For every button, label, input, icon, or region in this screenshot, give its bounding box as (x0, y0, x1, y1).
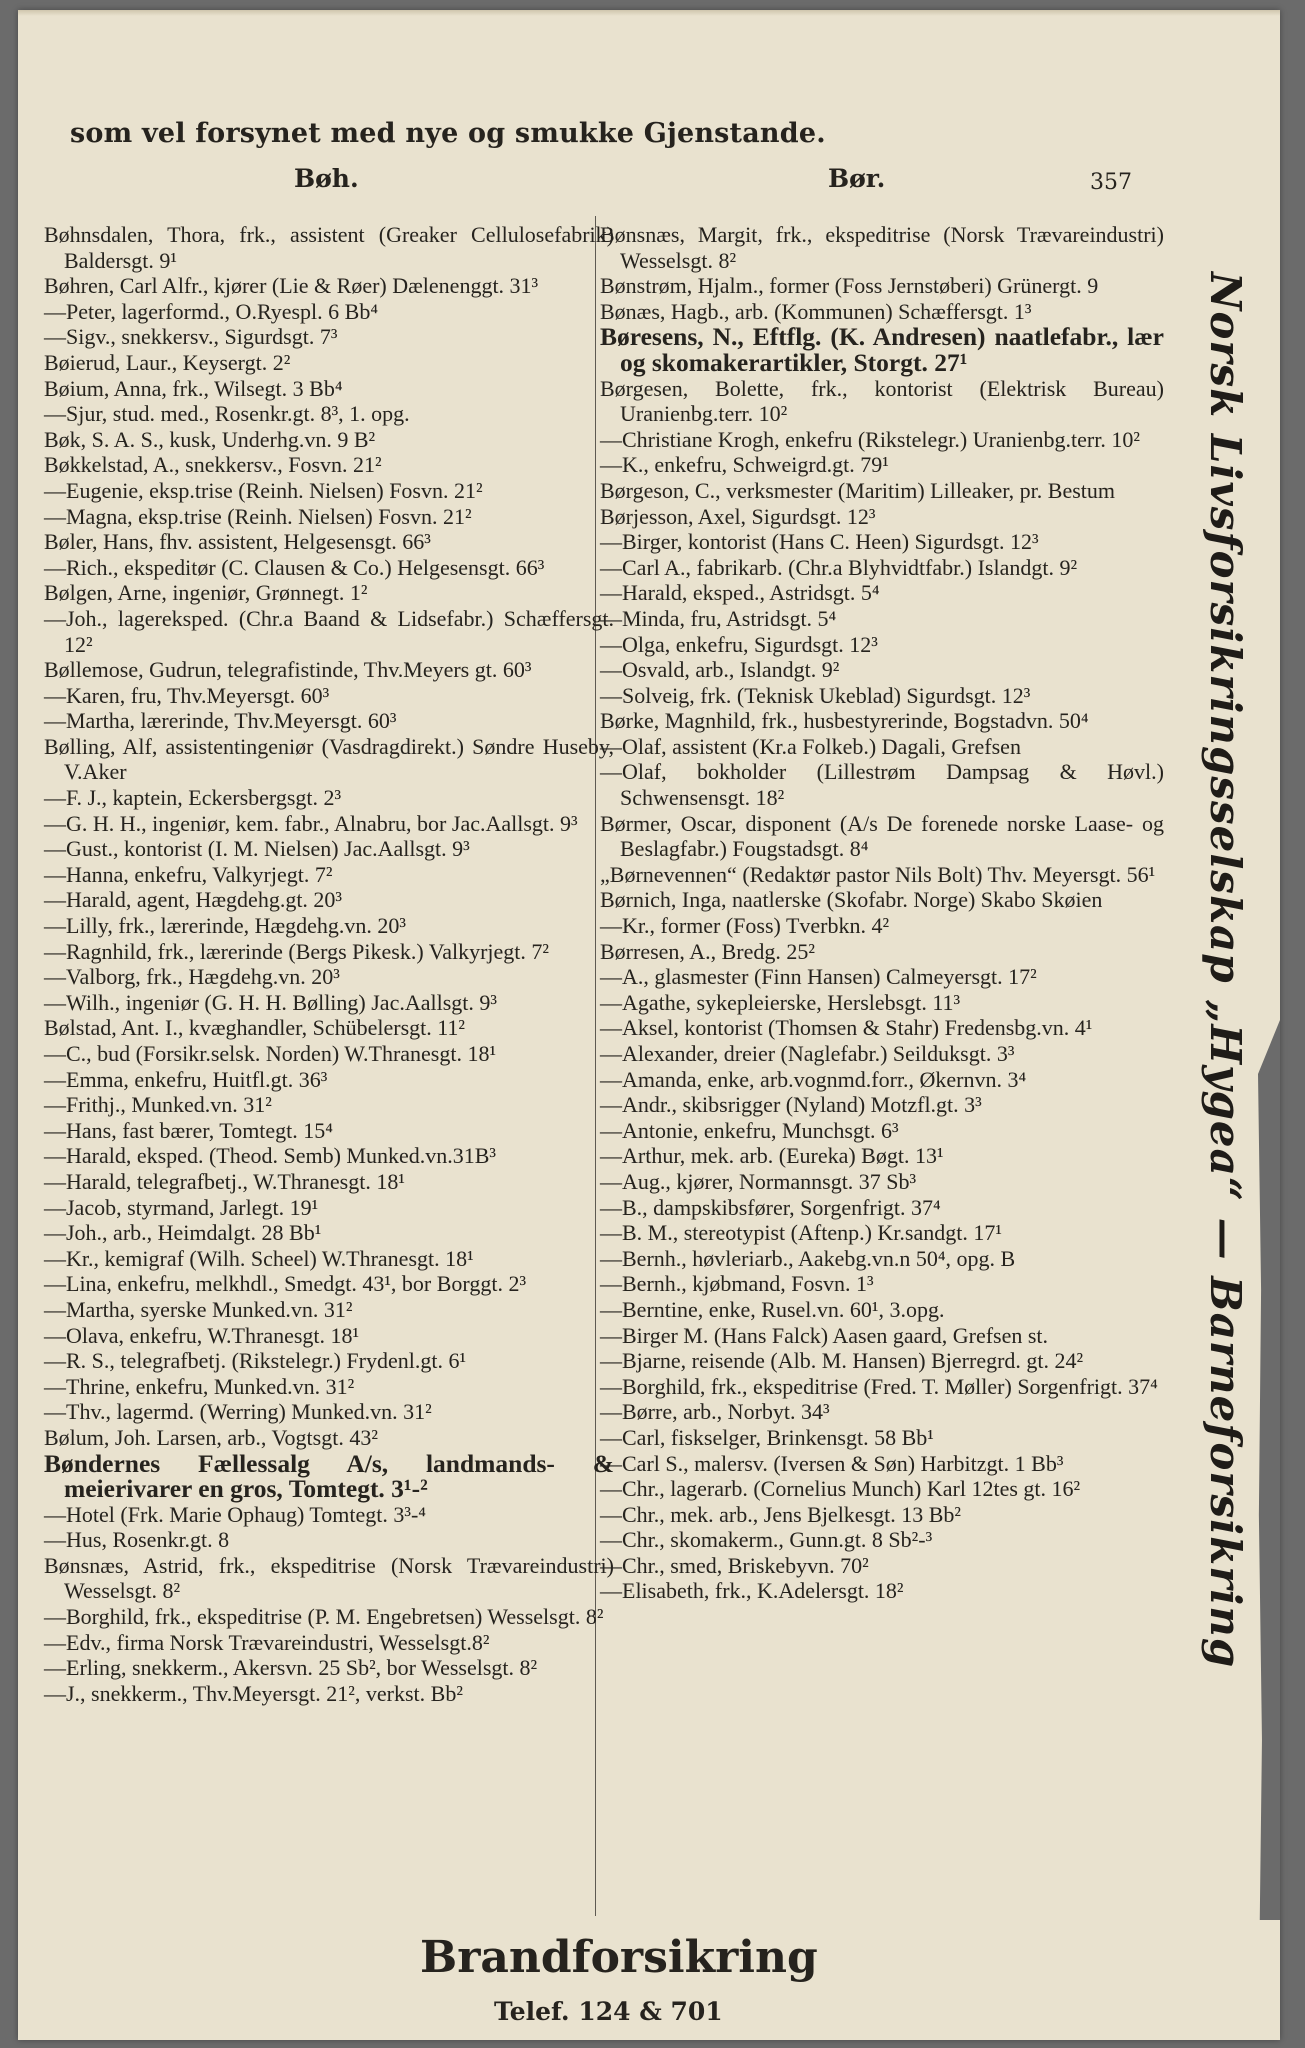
directory-entry: Bøk, S. A. S., kusk, Underhg.vn. 9 B² (44, 426, 376, 452)
directory-entry: —Borghild, frk., ekspeditrise (Fred. T. Møller) Sorgenfrigt. 37⁴ (600, 1373, 1158, 1399)
directory-entry: —Kr., former (Foss) Tverbkn. 4² (600, 913, 890, 939)
directory-entry: —Birger, kontorist (Hans C. Heen) Sigurdsgt. 12³ (600, 529, 1039, 555)
directory-entry: —R. S., telegrafbetj. (Rikstelegr.) Frydenl.gt. 6¹ (44, 1348, 467, 1374)
directory-entry: Bønsnæs, Astrid, frk., ekspeditrise (Norsk Trævareindustri) Wesselsgt. 8² (44, 1552, 614, 1604)
directory-entry: —F. J., kaptein, Eckersbergsgt. 2³ (44, 785, 342, 811)
directory-entry: Børke, Magnhild, frk., husbestyrerinde, Bogstadvn. 50⁴ (600, 708, 1089, 734)
directory-entry: —Sjur, stud. med., Rosenkr.gt. 8³, 1. opg. (44, 401, 410, 427)
directory-entry: —Emma, enkefru, Huitfl.gt. 36³ (44, 1066, 328, 1092)
directory-entry: —Andr., skibsrigger (Nyland) Motzfl.gt. 3³ (600, 1092, 982, 1118)
page-number: 357 (1090, 170, 1132, 195)
directory-entry: —Minda, fru, Astridsgt. 5⁴ (600, 605, 837, 631)
right-column-entries (600, 222, 1164, 1604)
directory-entry: —Aksel, kontorist (Thomsen & Stahr) Fredensbg.vn. 4¹ (600, 1015, 1093, 1041)
directory-entry: —K., enkefru, Schweigrd.gt. 79¹ (600, 452, 889, 478)
directory-entry: —Berntine, enke, Rusel.vn. 60¹, 3.opg. (600, 1296, 945, 1322)
directory-entry: —Olaf, assistent (Kr.a Folkeb.) Dagali, Grefsen (600, 733, 1021, 759)
directory-entry: —Agathe, sykepleierske, Herslebsgt. 11³ (600, 989, 961, 1015)
directory-entry: —Eugenie, eksp.trise (Reinh. Nielsen) Fosvn. 21² (44, 477, 483, 503)
directory-entry: Bøkkelstad, A., snekkersv., Fosvn. 21² (44, 452, 382, 478)
directory-entry: Børgesen, Bolette, frk., kontorist (Elektrisk Bureau) Uranienbg.terr. 10² (600, 375, 1164, 427)
page-edge (18, 10, 1280, 16)
directory-entry: —C., bud (Forsikr.selsk. Norden) W.Thranesgt. 18¹ (44, 1041, 497, 1066)
directory-entry: —Hans, fast bærer, Tomtegt. 15⁴ (44, 1117, 333, 1143)
directory-entry: —Bernh., høvleriarb., Aakebg.vn.n 50⁴, opg. B (600, 1245, 1016, 1271)
directory-entry: —A., glasmester (Finn Hansen) Calmeyersgt. 17² (600, 964, 1037, 990)
directory-entry: —Magna, eksp.trise (Reinh. Nielsen) Fosvn. 21² (44, 503, 472, 529)
directory-entry: Bølling, Alf, assistentingeniør (Vasdragdirekt.) Søndre Huseby, V.Aker (44, 733, 614, 785)
directory-entry: Bølstad, Ant. I., kvæghandler, Schübelersgt. 11² (44, 1015, 466, 1041)
directory-entry: Børmer, Oscar, disponent (A/s De forenede norske Laase- og Beslagfabr.) Fougstadsgt. 8⁴ (600, 810, 1164, 862)
directory-entry: —Olaf, bokholder (Lillestrøm Dampsag & Høvl.) Schwensensgt. 18² (600, 759, 1164, 811)
directory-entry: Bøllemose, Gudrun, telegrafistinde, Thv.Meyers gt. 60³ (44, 657, 532, 683)
directory-entry: —Sigv., snekkersv., Sigurdsgt. 7³ (44, 324, 338, 350)
directory-entry: „Børnevennen“ (Redaktør pastor Nils Bolt) Thv. Meyersgt. 56¹ (600, 861, 1156, 887)
directory-entry: —Harald, telegrafbetj., W.Thranesgt. 18¹ (44, 1168, 405, 1194)
directory-entry: —Gust., kontorist (I. M. Nielsen) Jac.Aallsgt. 9³ (44, 836, 470, 862)
directory-entry: —Alexander, dreier (Naglefabr.) Seilduksgt. 3³ (600, 1041, 1015, 1066)
directory-entry: —Peter, lagerformd., O.Ryespl. 6 Bb⁴ (44, 298, 379, 324)
directory-entry: Bønsnæs, Margit, frk., ekspeditrise (Norsk Trævareindustri) Wesselsgt. 8² (600, 222, 1164, 273)
directory-entry: —Carl A., fabrikarb. (Chr.a Blyhvidtfabr.) Islandgt. 9² (600, 554, 1078, 580)
directory-entry: Børnich, Inga, naatlerske (Skofabr. Norge) Skabo Skøien (600, 887, 1103, 913)
directory-entry: —Lina, enkefru, melkhdl., Smedgt. 43¹, bor Borggt. 2³ (44, 1271, 527, 1297)
directory-entry: —Hotel (Frk. Marie Ophaug) Tomtegt. 3³-⁴ (44, 1501, 426, 1527)
directory-entry: —Wilh., ingeniør (G. H. H. Bølling) Jac.Aallsgt. 9³ (44, 989, 497, 1015)
directory-entry: —Olava, enkefru, W.Thranesgt. 18¹ (44, 1322, 360, 1348)
directory-entry: Bølum, Joh. Larsen, arb., Vogtsgt. 43² (44, 1424, 378, 1450)
directory-entry: —Antonie, enkefru, Munchsgt. 6³ (600, 1117, 899, 1143)
directory-entry: Bøhnsdalen, Thora, frk., assistent (Greaker Cellulosefabrik) Baldersgt. 9¹ (44, 222, 614, 273)
directory-entry: Bøierud, Laur., Keysergt. 2² (44, 349, 291, 375)
directory-entry: Bøndernes Fællessalg A/s, landmands- & meierivarer en gros, Tomtegt. 3¹-² (44, 1448, 614, 1504)
directory-entry: —Chr., lagerarb. (Cornelius Munch) Karl 12tes gt. 16² (600, 1476, 1081, 1502)
directory-entry: —Joh., lagereksped. (Chr.a Baand & Lidsefabr.) Schæffersgt. 12² (44, 605, 614, 657)
directory-entry: —Hanna, enkefru, Valkyrjegt. 7² (44, 861, 333, 887)
directory-entry: —Børre, arb., Norbyt. 34³ (600, 1399, 830, 1425)
directory-entry: —Aug., kjører, Normannsgt. 37 Sb³ (600, 1168, 917, 1194)
directory-entry: —Lilly, frk., lærerinde, Hægdehg.vn. 20³ (44, 913, 407, 939)
directory-entry: —Jacob, styrmand, Jarlegt. 19¹ (44, 1194, 319, 1220)
directory-entry: —Bernh., kjøbmand, Fosvn. 1³ (600, 1271, 874, 1297)
top-advertisement: som vel forsynet med nye og smukke Gjenstande. (70, 118, 826, 149)
directory-entry: —Elisabeth, frk., K.Adelersgt. 18² (600, 1578, 904, 1604)
directory-entry: Børgeson, C., verksmester (Maritim) Lilleaker, pr. Bestum (600, 477, 1116, 503)
directory-entry: —Chr., skomakerm., Gunn.gt. 8 Sb²-³ (600, 1527, 933, 1553)
directory-entry: —Harald, agent, Hægdehg.gt. 20³ (44, 887, 343, 913)
directory-entry: Bøium, Anna, frk., Wilsegt. 3 Bb⁴ (44, 375, 343, 401)
directory-entry: —Ragnhild, frk., lærerinde (Bergs Pikesk.) Valkyrjegt. 7² (44, 938, 549, 964)
footer-advertisement-title: Brandforsikring (420, 1932, 818, 1983)
directory-entry: —Valborg, frk., Hægdehg.vn. 20³ (44, 964, 340, 990)
directory-entry: —Rich., ekspeditør (C. Clausen & Co.) Helgesensgt. 66³ (44, 554, 545, 580)
directory-entry: Bølgen, Arne, ingeniør, Grønnegt. 1² (44, 580, 368, 606)
footer-telephone: Telef. 124 & 701 (494, 1997, 723, 2026)
directory-entry: —Amanda, enke, arb.vognmd.forr., Økernvn. 3⁴ (600, 1066, 1027, 1092)
directory-entry: —Frithj., Munked.vn. 31² (44, 1092, 272, 1118)
directory-entry: —Osvald, arb., Islandgt. 9² (600, 657, 840, 683)
directory-entry: —Karen, fru, Thv.Meyersgt. 60³ (44, 682, 330, 708)
directory-entry: —B., dampskibsfører, Sorgenfrigt. 37⁴ (600, 1194, 941, 1220)
directory-page (18, 10, 1280, 2040)
right-column-header: Bør. (828, 164, 886, 193)
directory-entry: —Thrine, enkefru, Munked.vn. 31² (44, 1373, 355, 1399)
directory-entry: Børesens, N., Eftflg. (K. Andresen) naatlefabr., lær og skomakerartikler, Storgt. 27¹ (600, 322, 1164, 377)
directory-entry: Børjesson, Axel, Sigurdsgt. 12³ (600, 503, 876, 529)
directory-entry: —Arthur, mek. arb. (Eureka) Bøgt. 13¹ (600, 1143, 944, 1169)
directory-entry: —Olga, enkefru, Sigurdsgt. 12³ (600, 631, 878, 657)
directory-entry: —G. H. H., ingeniør, kem. fabr., Alnabru, bor Jac.Aallsgt. 9³ (44, 810, 578, 836)
directory-entry: —Chr., mek. arb., Jens Bjelkesgt. 13 Bb² (600, 1501, 962, 1527)
directory-entry: —Solveig, frk. (Teknisk Ukeblad) Sigurdsgt. 12³ (600, 682, 1031, 708)
directory-entry: —Carl S., malersv. (Iversen & Søn) Harbitzgt. 1 Bb³ (600, 1450, 1064, 1476)
directory-entry: Bønæs, Hagb., arb. (Kommunen) Schæffersgt. 1³ (600, 298, 1032, 324)
directory-entry: —Edv., firma Norsk Trævareindustri, Wesselsgt.8² (44, 1629, 490, 1655)
directory-entry: —Birger M. (Hans Falck) Aasen gaard, Grefsen st. (600, 1322, 1049, 1348)
directory-entry: —Carl, fiskselger, Brinkensgt. 58 Bb¹ (600, 1424, 934, 1450)
directory-entry: —Joh., arb., Heimdalgt. 28 Bb¹ (44, 1220, 322, 1246)
directory-entry: Bøler, Hans, fhv. assistent, Helgesensgt. 66³ (44, 529, 431, 555)
left-column-entries (44, 222, 614, 1706)
directory-entry: —Borghild, frk., ekspeditrise (P. M. Engebretsen) Wesselsgt. 8² (44, 1604, 604, 1630)
directory-entry: —Erling, snekkerm., Akersvn. 25 Sb², bor Wesselsgt. 8² (44, 1655, 538, 1681)
directory-entry: —Harald, eksped., Astridsgt. 5⁴ (600, 580, 880, 606)
left-column-header: Bøh. (294, 164, 359, 193)
directory-entry: —B. M., stereotypist (Aftenp.) Kr.sandgt. 17¹ (600, 1220, 1002, 1246)
directory-entry: —Martha, lærerinde, Thv.Meyersgt. 60³ (44, 708, 397, 734)
directory-entry: Bøhren, Carl Alfr., kjører (Lie & Røer) Dælenenggt. 31³ (44, 273, 539, 299)
directory-entry: —Kr., kemigraf (Wilh. Scheel) W.Thranesgt. 18¹ (44, 1245, 474, 1271)
directory-entry: —Bjarne, reisende (Alb. M. Hansen) Bjerregrd. gt. 24² (600, 1348, 1084, 1374)
vertical-sidebar-advertisement: Norsk Livsforsikringsselskap „Hygea“ — Barneforsikring (1201, 272, 1250, 1669)
directory-entry: Børresen, A., Bredg. 25² (600, 938, 815, 964)
directory-entry: —Christiane Krogh, enkefru (Rikstelegr.) Uranienbg.terr. 10² (600, 426, 1140, 452)
directory-entry: —Hus, Rosenkr.gt. 8 (44, 1527, 230, 1553)
directory-entry: —J., snekkerm., Thv.Meyersgt. 21², verkst. Bb² (44, 1680, 463, 1706)
directory-entry: —Thv., lagermd. (Werring) Munked.vn. 31² (44, 1399, 432, 1425)
directory-entry: —Martha, syerske Munked.vn. 31² (44, 1296, 353, 1322)
directory-entry: Bønstrøm, Hjalm., former (Foss Jernstøberi) Grünergt. 9 (600, 273, 1099, 299)
torn-page-edge (1258, 1020, 1280, 1920)
directory-entry: —Harald, eksped. (Theod. Semb) Munked.vn.31B³ (44, 1143, 497, 1169)
directory-entry: —Chr., smed, Briskebyvn. 70² (600, 1552, 869, 1578)
